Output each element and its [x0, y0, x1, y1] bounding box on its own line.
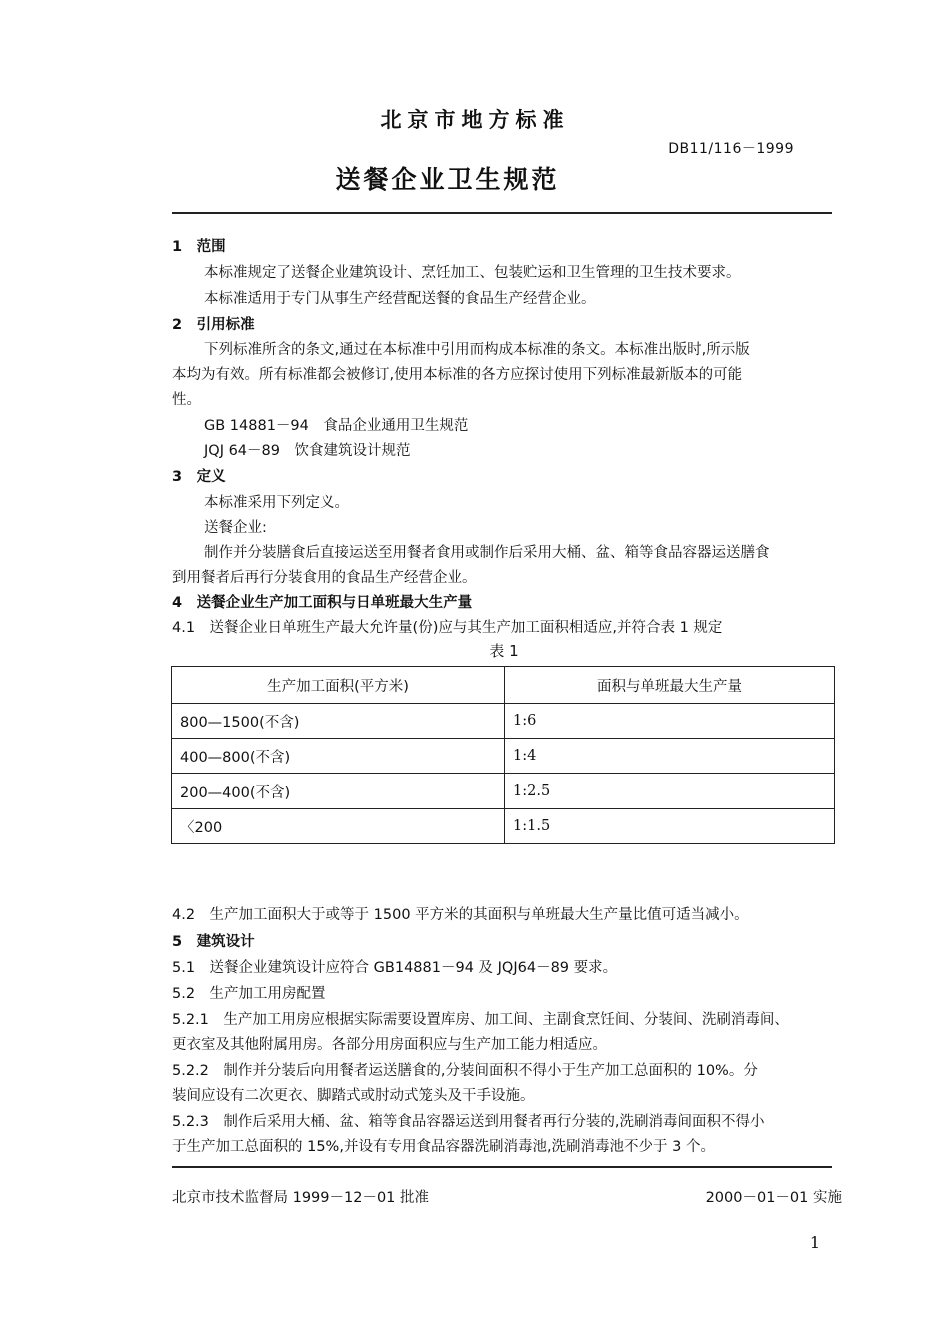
standard-type: 北京市地方标准 [380, 108, 570, 132]
reference-gb14881: GB 14881－94 食品企业通用卫生规范 [204, 418, 469, 434]
section-4-heading: 4 送餐企业生产加工面积与日单班最大生产量 [172, 595, 473, 611]
clause-5-2-1-line-2: 更衣室及其他附属用房。各部分用房面积应与生产加工能力相适应。 [172, 1037, 607, 1053]
table-cell-ratio: 1:2.5 [505, 774, 835, 809]
clause-5-2-2-line-2: 装间应设有二次更衣、脚踏式或肘动式笼头及干手设施。 [172, 1088, 535, 1104]
page-number: 1 [809, 1233, 820, 1252]
clause-5-2-1-line-1: 5.2.1 生产加工用房应根据实际需要设置库房、加工间、主副食烹饪间、分装间、洗刷消毒间、 [172, 1012, 789, 1028]
standard-code: DB11/116－1999 [668, 141, 794, 157]
bottom-divider [172, 1166, 832, 1168]
table-row [172, 704, 835, 739]
section-1-heading: 1 范围 [172, 239, 226, 255]
clause-5-1: 5.1 送餐企业建筑设计应符合 GB14881－94 及 JQJ64－89 要求。 [172, 960, 618, 976]
table-cell-ratio: 1:1.5 [505, 809, 835, 844]
table-cell-area: 400—800(不含) [172, 739, 505, 774]
section-3-paragraph: 本标准采用下列定义。 [204, 495, 349, 511]
section-5-heading: 5 建筑设计 [172, 934, 255, 950]
section-1-paragraph-1: 本标准规定了送餐企业建筑设计、烹饪加工、包装贮运和卫生管理的卫生技术要求。 [204, 265, 741, 281]
section-2-heading: 2 引用标准 [172, 317, 255, 333]
clause-5-2: 5.2 生产加工用房配置 [172, 986, 326, 1002]
table-cell-area: 800—1500(不含) [172, 704, 505, 739]
clause-5-2-3-line-1: 5.2.3 制作后采用大桶、盆、箱等食品容器运送到用餐者再行分装的,洗刷消毒间面积不得小 [172, 1114, 765, 1130]
document-title: 送餐企业卫生规范 [335, 165, 560, 194]
table-header-row [172, 667, 835, 704]
table-cell-ratio: 1:4 [505, 739, 835, 774]
clause-5-2-3-line-2: 于生产加工总面积的 15%,并设有专用食品容器洗刷消毒池,洗刷消毒池不少于 3 个。 [172, 1139, 715, 1155]
clause-4-1: 4.1 送餐企业日单班生产最大允许量(份)应与其生产加工面积相适应,并符合表 1 规定 [172, 620, 723, 636]
table-1 [171, 666, 835, 844]
reference-jqj64: JQJ 64－89 饮食建筑设计规范 [204, 443, 411, 459]
table-header-area: 生产加工面积(平方米) [172, 667, 505, 704]
table-row [172, 809, 835, 844]
table-row [172, 774, 835, 809]
effective-date: 2000－01－01 实施 [705, 1190, 842, 1206]
table-cell-area: 〈200 [172, 809, 505, 844]
definition-term: 送餐企业: [204, 520, 267, 536]
approval-statement: 北京市技术监督局 1999－12－01 批准 [172, 1190, 430, 1206]
definition-line-2: 到用餐者后再行分装食用的食品生产经营企业。 [172, 570, 477, 586]
section-2-paragraph-line-2: 本均为有效。所有标准都会被修订,使用本标准的各方应探讨使用下列标准最新版本的可能 [172, 367, 743, 383]
table-cell-area: 200—400(不含) [172, 774, 505, 809]
clause-4-2: 4.2 生产加工面积大于或等于 1500 平方米的其面积与单班最大生产量比值可适当减小。 [172, 907, 749, 923]
section-2-paragraph-line-3: 性。 [172, 392, 201, 408]
table-caption: 表 1 [489, 642, 519, 660]
section-2-paragraph-line-1: 下列标准所含的条文,通过在本标准中引用而构成本标准的条文。本标准出版时,所示版 [204, 342, 750, 358]
table-cell-ratio: 1:6 [505, 704, 835, 739]
top-divider [172, 212, 832, 214]
section-3-heading: 3 定义 [172, 469, 226, 485]
section-1-paragraph-2: 本标准适用于专门从事生产经营配送餐的食品生产经营企业。 [204, 291, 596, 307]
definition-line-1: 制作并分装膳食后直接运送至用餐者食用或制作后采用大桶、盆、箱等食品容器运送膳食 [204, 545, 770, 561]
clause-5-2-2-line-1: 5.2.2 制作并分装后向用餐者运送膳食的,分装间面积不得小于生产加工总面积的 10%。分 [172, 1063, 758, 1079]
table-header-ratio: 面积与单班最大生产量 [505, 667, 835, 704]
table-row [172, 739, 835, 774]
